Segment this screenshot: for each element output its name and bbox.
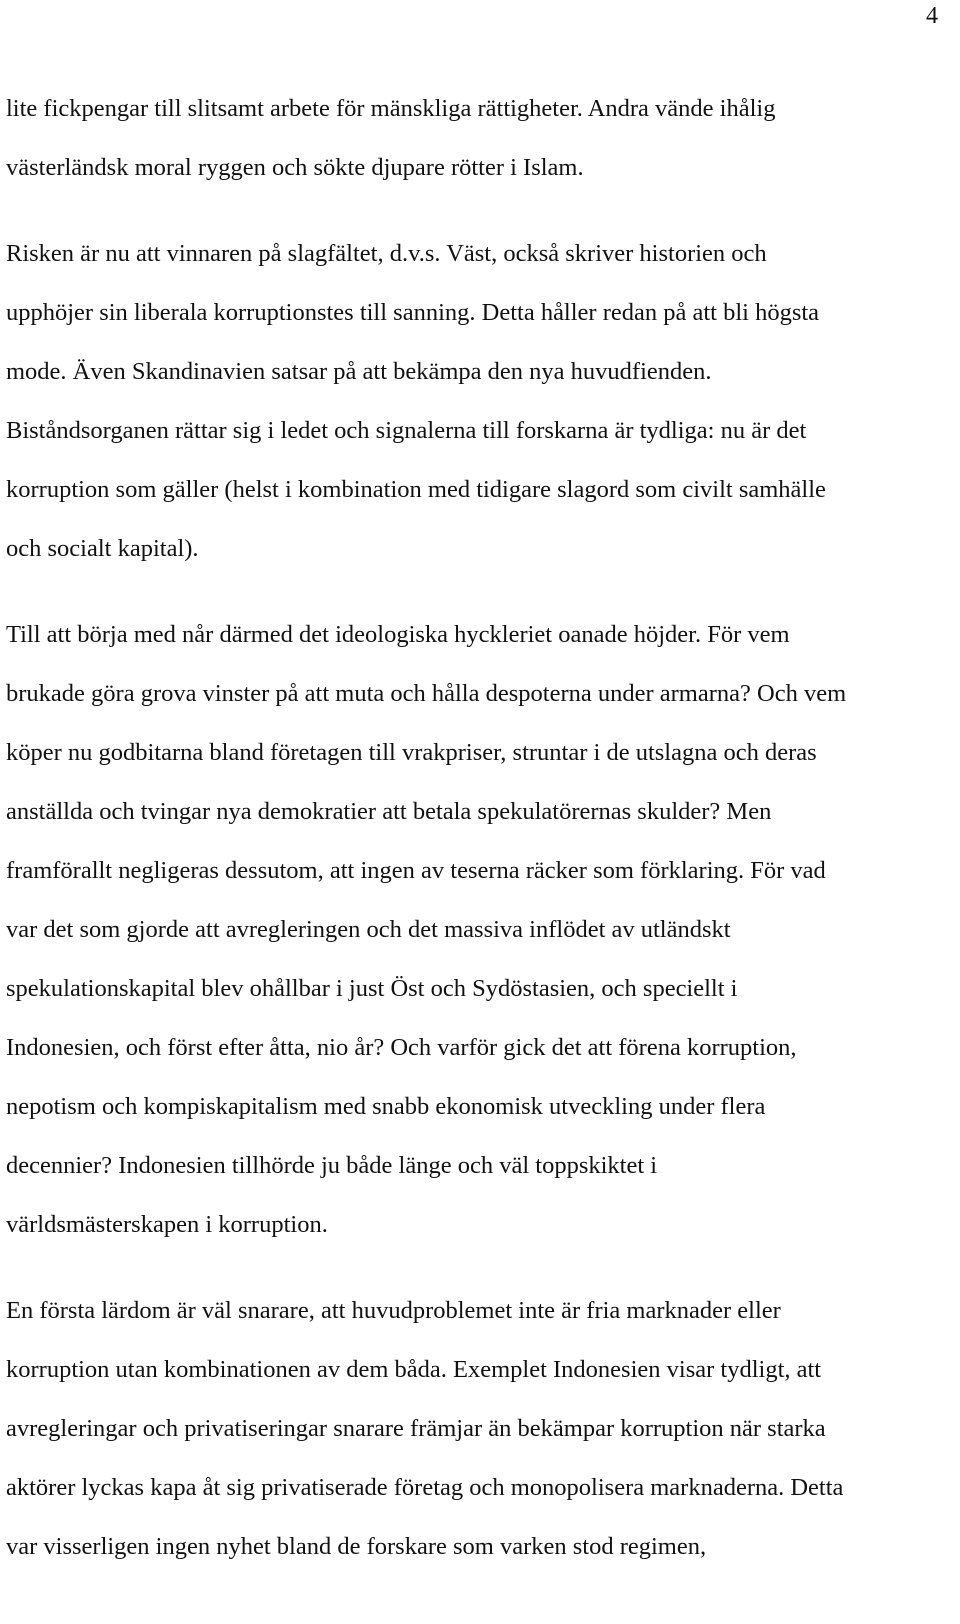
text-line: spekulationskapital blev ohållbar i just Öst och Sydöstasien, och speciellt i <box>6 975 738 1002</box>
text-line: mode. Även Skandinavien satsar på att bekämpa den nya huvudfienden. <box>6 358 712 385</box>
text-line: lite fickpengar till slitsamt arbete för mänskliga rättigheter. Andra vände ihålig <box>6 95 776 122</box>
text-line: framförallt negligeras dessutom, att ingen av teserna räcker som förklaring. För vad <box>6 857 826 884</box>
text-line: världsmästerskapen i korruption. <box>6 1211 328 1238</box>
text-line: Risken är nu att vinnaren på slagfältet, d.v.s. Väst, också skriver historien och <box>6 240 767 267</box>
text-line: avregleringar och privatiseringar snarare främjar än bekämpar korruption när starka <box>6 1415 826 1442</box>
text-line: var det som gjorde att avregleringen och det massiva inflödet av utländskt <box>6 916 731 943</box>
text-line: köper nu godbitarna bland företagen till vrakpriser, struntar i de utslagna och deras <box>6 739 817 766</box>
text-line: korruption utan kombinationen av dem båda. Exemplet Indonesien visar tydligt, att <box>6 1356 822 1383</box>
text-line: nepotism och kompiskapitalism med snabb ekonomisk utveckling under flera <box>6 1093 766 1120</box>
text-line: och socialt kapital). <box>6 535 199 562</box>
text-line: Biståndsorganen rättar sig i ledet och signalerna till forskarna är tydliga: nu är det <box>6 417 807 444</box>
text-line: aktörer lyckas kapa åt sig privatiserade företag och monopolisera marknaderna. Detta <box>6 1474 844 1501</box>
text-line: upphöjer sin liberala korruptionstes till sanning. Detta håller redan på att bli högsta <box>6 299 820 326</box>
text-line: var visserligen ingen nyhet bland de forskare som varken stod regimen, <box>6 1533 707 1560</box>
text-line: Till att börja med når därmed det ideologiska hyckleriet oanade höjder. För vem <box>6 621 790 648</box>
text-line: anställda och tvingar nya demokratier att betala spekulatörernas skulder? Men <box>6 798 772 825</box>
text-line: korruption som gäller (helst i kombination med tidigare slagord som civilt samhälle <box>6 476 826 503</box>
page-number: 4 <box>926 3 938 29</box>
text-line: Indonesien, och först efter åtta, nio år? Och varför gick det att förena korruption, <box>6 1034 797 1061</box>
text-line: decennier? Indonesien tillhörde ju både länge och väl toppskiktet i <box>6 1152 658 1179</box>
text-line: brukade göra grova vinster på att muta och hålla despoterna under armarna? Och vem <box>6 680 847 707</box>
text-line: En första lärdom är väl snarare, att huvudproblemet inte är fria marknader eller <box>6 1297 781 1324</box>
text-line: västerländsk moral ryggen och sökte djupare rötter i Islam. <box>6 154 584 181</box>
